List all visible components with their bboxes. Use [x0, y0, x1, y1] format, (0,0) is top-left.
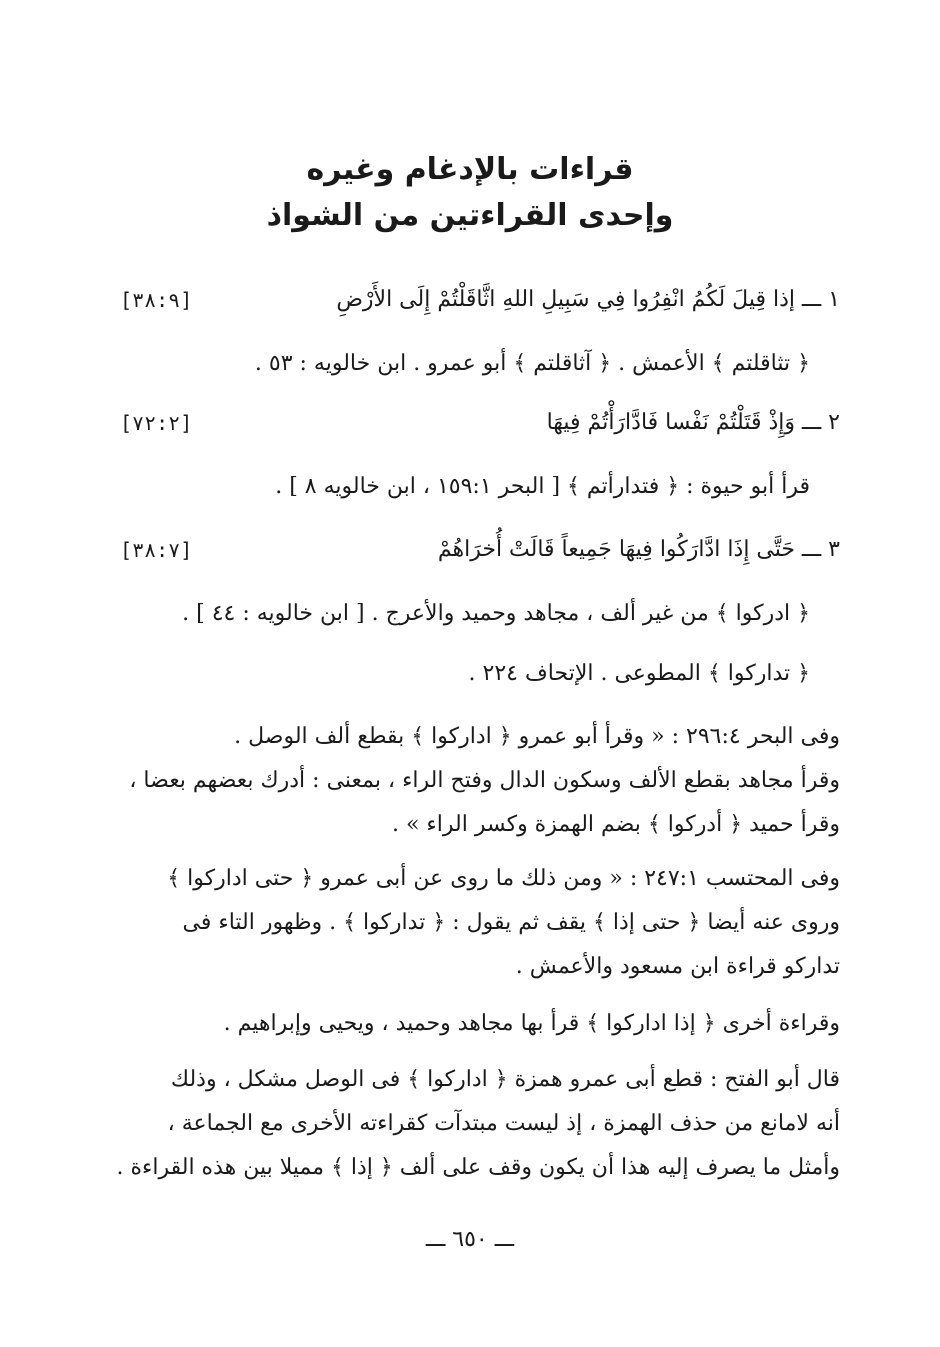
verse-1: [100, 282, 840, 318]
note-line: ﴿ تثاقلتم ﴾ الأعمش . ﴿ آثاقلتم ﴾ أبو عمرو . ابن خالويه : ٥٣ .: [254, 351, 810, 376]
verse-number: ٢ ـــ: [801, 410, 840, 435]
verse-2: [100, 405, 840, 441]
paragraph-line: تداركو قراءة ابن مسعود والأعمش .: [515, 954, 840, 979]
paragraph-line: وقراءة أخرى ﴿ إذا اداركوا ﴾ قرأ بها مجاهد وحميد ، ويحيى وإبراهيم .: [223, 1011, 840, 1036]
verse-text: حَتَّى إِذَا ادَّارَكُوا فِيهَا جَمِيعاً قَالَتْ أُخرَاهُمْ: [437, 537, 795, 562]
heading-line-2: وإحدى القراءتين من الشواذ: [266, 198, 674, 233]
paragraph-line: وفى البحر ٢٩٦:٤ : « وقرأ أبو عمرو ﴿ اداركوا ﴾ بقطع ألف الوصل .: [234, 724, 840, 749]
paragraph-line: وفى المحتسب ٢٤٧:١ : « ومن ذلك ما روى عن أبى عمرو ﴿ حتى اداركوا ﴾: [167, 866, 840, 891]
verse-reference: [٣٨:٩]: [120, 288, 193, 312]
paragraph-line: أنه لامانع من حذف الهمزة ، إذ ليست مبتدآت كقراءته الأخرى مع الجماعة ،: [167, 1111, 840, 1136]
verse-number: ١ ـــ: [801, 287, 840, 312]
page-number: ـــ ٦٥٠ ـــ: [425, 1227, 515, 1252]
paragraph-line: وروى عنه أيضا ﴿ حتى إذا ﴾ يقف ثم يقول : ﴿ تداركوا ﴾ . وظهور التاء فى: [182, 910, 840, 935]
verse-text: إذا قِيلَ لَكُمُ انْفِرُوا فِي سَبِيلِ اللهِ اثَّاقَلْتُمْ إِلَى الأَرْضِ: [336, 287, 795, 312]
note-line: ﴿ تداركوا ﴾ المطوعى . الإتحاف ٢٢٤ .: [468, 661, 810, 686]
verse-text: وَإِذْ قَتَلْتُمْ نَفْسا فَادَّارَأْتُمْ فِيهَا: [546, 410, 795, 435]
verse-3: [100, 532, 840, 568]
verse-number: ٣ ـــ: [801, 537, 840, 562]
heading-line-1: قراءات بالإدغام وغيره: [306, 152, 634, 187]
note-line: قرأ أبو حيوة : ﴿ فتدارأتم ﴾ [ البحر ١٥٩:١ ، ابن خالويه ٨ ] .: [275, 474, 810, 499]
note-line: ﴿ ادركوا ﴾ من غير ألف ، مجاهد وحميد والأعرج . [ ابن خالويه : ٤٤ ] .: [182, 601, 810, 626]
paragraph-line: وأمثل ما يصرف إليه هذا أن يكون وقف على ألف ﴿ إذا ﴾ مميلا بين هذه القراءة .: [116, 1155, 840, 1180]
paragraph-line: وقرأ حميد ﴿ أدركوا ﴾ بضم الهمزة وكسر الراء » .: [391, 812, 840, 837]
paragraph-line: وقرأ مجاهد بقطع الألف وسكون الدال وفتح الراء ، بمعنى : أدرك بعضهم بعضا ،: [129, 768, 840, 793]
paragraph-line: قال أبو الفتح : قطع أبى عمرو همزة ﴿ اداركوا ﴾ فى الوصل مشكل ، وذلك: [170, 1067, 840, 1092]
verse-reference: [٣٨:٧]: [120, 538, 193, 562]
verse-reference: [٧٢:٢]: [120, 411, 193, 435]
